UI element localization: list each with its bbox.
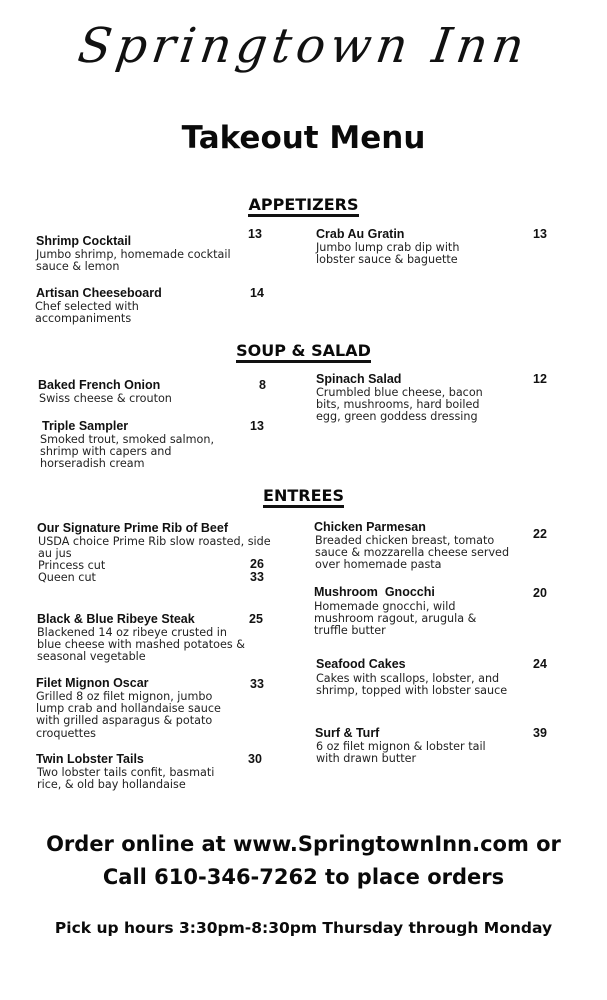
cut-price: 33 — [250, 570, 264, 584]
item-name: Spinach Salad — [316, 372, 402, 386]
item-name: Black & Blue Ribeye Steak — [37, 612, 195, 626]
item-price: 22 — [533, 527, 547, 541]
item-name: Artisan Cheeseboard — [36, 286, 162, 300]
item-description: Two lobster tails confit, basmati rice, & old bay hollandaise — [37, 766, 215, 792]
item-description: Cakes with scallops, lobster, and shrimp, topped with lobster sauce — [316, 672, 508, 698]
restaurant-name: Springtown Inn — [74, 18, 533, 74]
item-name: Twin Lobster Tails — [36, 752, 144, 766]
item-name: Filet Mignon Oscar — [36, 676, 149, 690]
item-description: Smoked trout, smoked salmon, shrimp with capers and horseradish cream — [40, 433, 215, 471]
section-title: APPETIZERS — [248, 195, 358, 217]
section-title: ENTREES — [263, 486, 344, 508]
menu-title: Takeout Menu — [181, 120, 426, 156]
item-description: Jumbo shrimp, homemade cocktail sauce & lemon — [36, 248, 231, 274]
cut-label: Queen cut — [38, 571, 96, 584]
item-price: 25 — [249, 612, 263, 626]
cut-price: 26 — [250, 557, 264, 571]
item-name: Triple Sampler — [42, 419, 129, 433]
item-name: Crab Au Gratin — [316, 227, 405, 241]
item-name: Seafood Cakes — [316, 657, 406, 671]
section-heading-entrees — [0, 486, 607, 506]
item-price: 13 — [533, 227, 547, 241]
item-description: Homemade gnocchi, wild mushroom ragout, arugula & truffle butter — [314, 600, 477, 638]
call-to-order-text: Call 610-346-7262 to place orders — [102, 865, 505, 889]
item-name: Surf & Turf — [315, 726, 380, 740]
item-name: Shrimp Cocktail — [36, 234, 132, 248]
item-price: 33 — [250, 677, 264, 691]
item-price: 24 — [533, 657, 547, 671]
section-heading-soup-salad — [0, 341, 607, 361]
item-price: 13 — [250, 419, 264, 433]
item-description: Swiss cheese & crouton — [39, 392, 172, 405]
cut-label: Princess cut — [38, 559, 106, 572]
item-name: Mushroom Gnocchi — [314, 585, 435, 599]
item-name: Baked French Onion — [38, 378, 161, 392]
pickup-hours-text: Pick up hours 3:30pm-8:30pm Thursday through Monday — [54, 919, 553, 937]
item-price: 8 — [259, 378, 266, 392]
item-description: Breaded chicken breast, tomato sauce & mozzarella cheese served over homemade pasta — [315, 534, 510, 572]
section-title: SOUP & SALAD — [236, 341, 371, 363]
item-description: Jumbo lump crab dip with lobster sauce & baguette — [316, 241, 460, 267]
item-description: Chef selected with accompaniments — [35, 300, 139, 326]
item-name: Chicken Parmesan — [314, 520, 426, 534]
item-price: 14 — [250, 286, 264, 300]
item-description: Blackened 14 oz ribeye crusted in blue cheese with mashed potatoes & seasonal vegetable — [37, 626, 245, 664]
order-online-text: Order online at www.SpringtownInn.com or — [46, 832, 561, 856]
item-description: Grilled 8 oz filet mignon, jumbo lump crab and hollandaise sauce with grilled asparagus & potato croquettes — [36, 690, 221, 740]
item-price: 20 — [533, 586, 547, 600]
item-price: 39 — [533, 726, 547, 740]
item-price: 12 — [533, 372, 547, 386]
item-description: Crumbled blue cheese, bacon bits, mushrooms, hard boiled egg, green goddess dressing — [316, 386, 483, 424]
section-heading-appetizers — [0, 195, 607, 215]
item-description: USDA choice Prime Rib slow roasted, side au jus — [38, 535, 271, 561]
item-name: Our Signature Prime Rib of Beef — [37, 521, 229, 535]
item-price: 30 — [248, 752, 262, 766]
item-price: 13 — [248, 227, 262, 241]
item-description: 6 oz filet mignon & lobster tail with drawn butter — [316, 740, 486, 766]
